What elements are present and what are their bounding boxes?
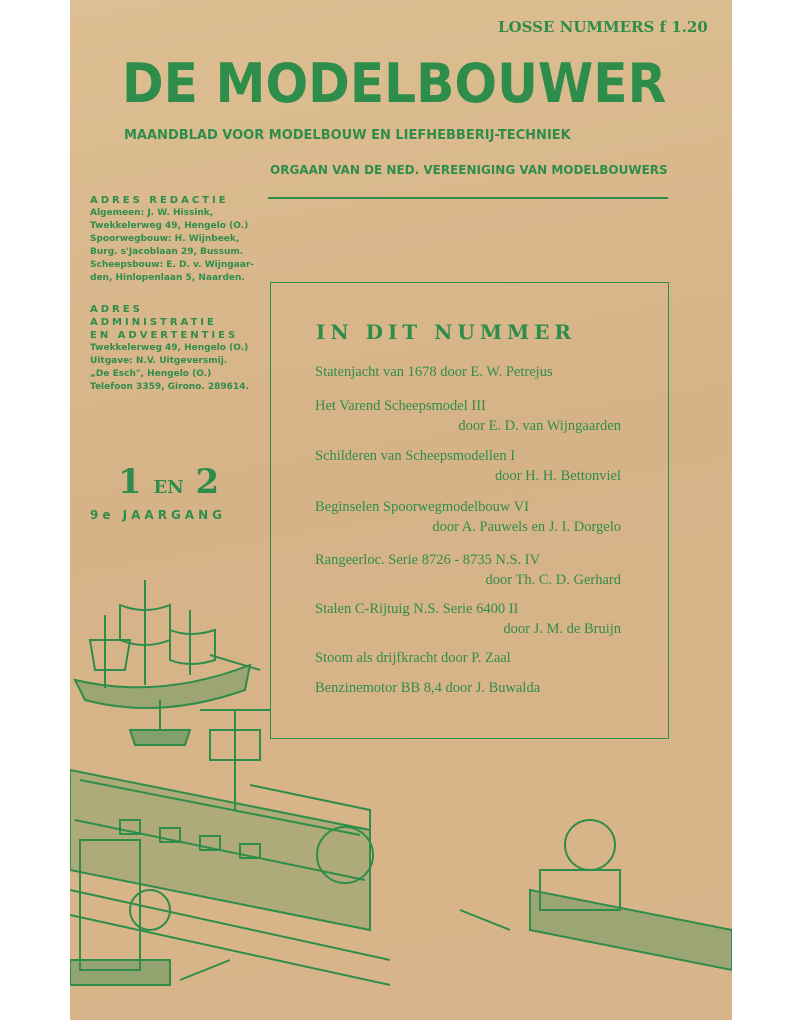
issue-b: 2 bbox=[195, 462, 220, 502]
toc-author: door Th. C. D. Gerhard bbox=[485, 572, 621, 588]
toc-author: door H. H. Bettonviel bbox=[494, 468, 621, 484]
train-illustration bbox=[70, 770, 390, 985]
toc-author: door E. D. van Wijngaarden bbox=[458, 418, 621, 434]
subtitle: MAANDBLAD VOOR MODELBOUW EN LIEFHEBBERIJ-TECHNIEK bbox=[124, 128, 571, 143]
address-line: Twekkelerweg 49, Hengelo (O.) bbox=[90, 221, 249, 231]
toc-title: Rangeerloc. Serie 8726 - 8735 N.S. IV bbox=[315, 552, 541, 568]
signal-illustration bbox=[200, 710, 270, 810]
divider bbox=[268, 197, 668, 199]
issue-a: 1 bbox=[118, 462, 142, 502]
address-line: Twekkelerweg 49, Hengelo (O.) bbox=[90, 343, 249, 353]
admin-heading-2: EN ADVERTENTIES bbox=[90, 330, 239, 341]
toc-item bbox=[315, 446, 621, 486]
redactie-heading: ADRES REDACTIE bbox=[90, 195, 229, 206]
toc-item bbox=[315, 362, 621, 382]
toc-author: door J. M. de Bruijn bbox=[503, 621, 621, 637]
address-line: Spoorwegbouw: H. Wijnbeek, bbox=[90, 234, 240, 244]
address-line: Burg. s'Jacoblaan 29, Bussum. bbox=[90, 247, 244, 257]
model-illustration bbox=[70, 570, 732, 1020]
volume-label: 9e JAARGANG bbox=[90, 508, 226, 522]
toc-item bbox=[315, 497, 621, 537]
address-redactie bbox=[90, 194, 275, 285]
address-line: Uitgave: N.V. Uitgeversmij. bbox=[90, 356, 228, 366]
magazine-title: DE MODELBOUWER bbox=[122, 52, 667, 115]
lathe-illustration bbox=[460, 820, 732, 970]
toc-title: Stoom als drijfkracht door P. Zaal bbox=[315, 650, 511, 666]
toc-title: Het Varend Scheepsmodel III bbox=[315, 398, 486, 414]
issue-number bbox=[118, 462, 219, 502]
toc-title: Stalen C-Rijtuig N.S. Serie 6400 II bbox=[315, 601, 519, 617]
toc-title: Schilderen van Scheepsmodellen I bbox=[315, 448, 516, 464]
address-line: Telefoon 3359, Girono. 289614. bbox=[90, 382, 249, 392]
address-line: „De Esch", Hengelo (O.) bbox=[90, 369, 212, 379]
toc-author: door A. Pauwels en J. I. Dorgelo bbox=[432, 519, 621, 535]
address-administratie bbox=[90, 303, 275, 394]
contents-heading: IN DIT NUMMER bbox=[316, 320, 577, 344]
ship-illustration bbox=[75, 580, 260, 745]
admin-heading: ADRES ADMINISTRATIE bbox=[90, 304, 217, 328]
organ-line: ORGAAN VAN DE NED. VEREENIGING VAN MODELBOUWERS bbox=[270, 163, 668, 177]
toc-title: Beginselen Spoorwegmodelbouw VI bbox=[315, 499, 529, 515]
address-line: Scheepsbouw: E. D. v. Wijngaar- bbox=[90, 260, 254, 270]
toc-title: Statenjacht van 1678 door E. W. Petrejus bbox=[315, 364, 553, 380]
address-line: Algemeen: J. W. Hissink, bbox=[90, 208, 214, 218]
issue-en: EN bbox=[153, 477, 184, 498]
toc-item bbox=[315, 396, 621, 436]
price-label: LOSSE NUMMERS f 1.20 bbox=[498, 18, 708, 36]
toc-title: Benzinemotor BB 8,4 door J. Buwalda bbox=[315, 680, 541, 696]
address-line: den, Hinlopenlaan 5, Naarden. bbox=[90, 273, 245, 283]
